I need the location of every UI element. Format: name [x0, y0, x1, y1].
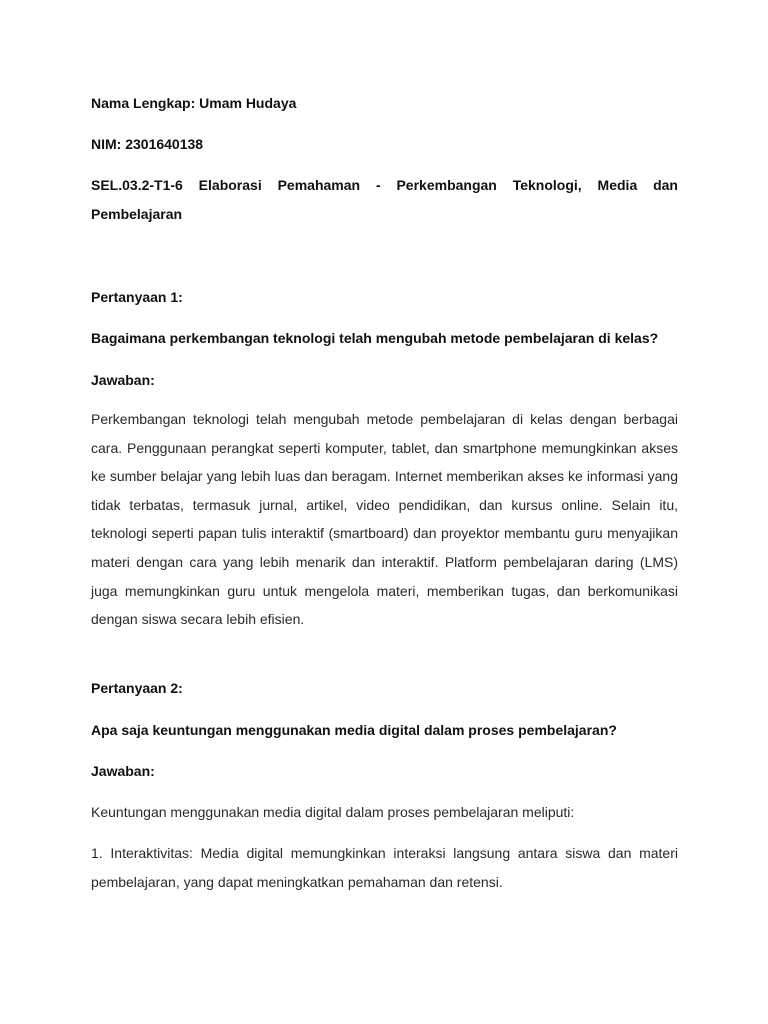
student-nim: NIM: 2301640138 [91, 136, 204, 152]
answer-2-point-1: 1. Interaktivitas: Media digital memungkinkan interaksi langsung antara siswa dan materi pembelajaran, yang dapat meningkatkan pemahaman dan retensi. [91, 845, 678, 890]
question-2-label: Pertanyaan 2: [91, 680, 183, 696]
question-1-label: Pertanyaan 1: [91, 289, 183, 305]
question-1-text: Bagaimana perkembangan teknologi telah mengubah metode pembelajaran di kelas? [91, 330, 659, 346]
assignment-title: SEL.03.2-T1-6 Elaborasi Pemahaman - Perkembangan Teknologi, Media dan Pembelajaran [91, 177, 678, 222]
answer-2-label: Jawaban: [91, 763, 155, 779]
question-2-text: Apa saja keuntungan menggunakan media digital dalam proses pembelajaran? [91, 722, 617, 738]
answer-1-text: Perkembangan teknologi telah mengubah metode pembelajaran di kelas dengan berbagai cara. Penggunaan perangkat seperti komputer, tablet, dan smartphone memungkinkan akses ke sumber belajar yang lebih luas dan beragam. Internet memberikan akses ke informasi yang tidak terbatas, termasuk jurnal, artikel, video pendidikan, dan kursus online. Selain itu, teknologi seperti papan tulis interaktif (smartboard) dan proyektor membantu guru menyajikan materi dengan cara yang lebih menarik dan interaktif. Platform pembelajaran daring (LMS) juga memungkinkan guru untuk mengelola materi, memberikan tugas, dan berkomunikasi dengan siswa secara lebih efisien. [91, 411, 678, 628]
answer-2-intro: Keuntungan menggunakan media digital dalam proses pembelajaran meliputi: [91, 804, 575, 820]
document-page [91, 0, 678, 1024]
student-name: Nama Lengkap: Umam Hudaya [91, 95, 297, 111]
answer-1-label: Jawaban: [91, 372, 155, 388]
